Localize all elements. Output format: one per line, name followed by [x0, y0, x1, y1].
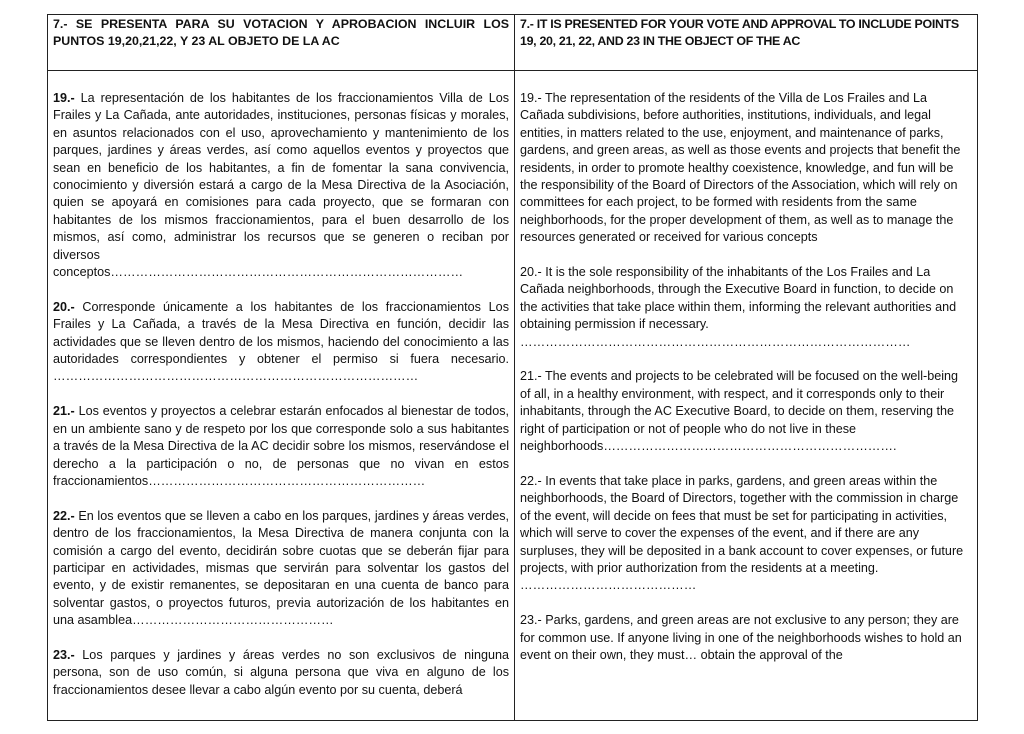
item-number: 23.- [53, 647, 75, 662]
header-spanish: 7.- SE PRESENTA PARA SU VOTACION Y APROBACION INCLUIR LOS PUNTOS 19,20,21,22, Y 23 AL OBJETO DE LA AC [48, 15, 515, 71]
header-row [48, 15, 978, 71]
body-row [48, 71, 978, 721]
item-text: La representación de los habitantes de los fraccionamientos Villa de Los Frailes y La Cañada, ante autoridades, instituciones, personas físicas y morales, en asuntos relacionados con el uso, aprovechamiento y mantenimiento de los parques, jardines y áreas verdes, así como aquellos eventos y proyectos que sean en beneficio de los habitantes, a fin de fomentar la sana convivencia, conocimiento y diversión estará a cargo de la Mesa Directiva de la Asociación, quien se apoyará en comisiones para cada proyecto, que se formaran con habitantes de los mismos fraccionamientos, para el buen desarrollo de los mismos, así como, administrar los recursos que se generen o reciban por diversos conceptos………………………………………………………………………… [53, 91, 509, 280]
spanish-column [48, 71, 515, 721]
english-item-22: 22.- In events that take place in parks, gardens, and green areas within the neighborhoods, the Board of Directors, together with the commission in charge of the event, will decide on fees that must be set for participating in activities, which will serve to cover the expenses of the event, and if there are any surpluses, they will be deposited in a bank account to cover expenses, or future projects, with prior authorization from the residents at a meeting. …………………………………… [520, 473, 964, 593]
item-number: 22.- [53, 508, 75, 523]
spanish-item-22 [53, 508, 509, 630]
english-item-20: 20.- It is the sole responsibility of the inhabitants of the Los Frailes and La Cañada neighborhoods, through the Executive Board in function, to decide on the activities that take place within them, informing the relevant authorities and obtaining permission if necessary. ………………………………………………………………………………… [520, 265, 957, 349]
english-item-23: 23.- Parks, gardens, and green areas are not exclusive to any person; they are for common use. If anyone living in one of the neighborhoods wishes to hold an event on their own, they must… obtain the approval of the [520, 613, 962, 662]
bilingual-table [47, 14, 978, 721]
spanish-item-23 [53, 647, 509, 699]
item-number: 20.- [53, 299, 75, 314]
item-text: Los parques y jardines y áreas verdes no son exclusivos de ninguna persona, son de uso común, si alguna persona que viva en alguno de los fraccionamientos desee llevar a cabo algún evento por su cuenta, deberá [53, 647, 509, 697]
english-item-21: 21.- The events and projects to be celebrated will be focused on the well-being of all, in a healthy environment, with respect, and it corresponds only to their inhabitants, through the AC Executive Board, to decide on them, reserving the right of participation or not of people who do not live in these neighborhoods……………………………………………………………. [520, 369, 959, 454]
item-number: 21.- [53, 404, 75, 419]
english-item-19: 19.- The representation of the residents of the Villa de Los Frailes and La Cañada subdivisions, before authorities, institutions, individuals, and legal entities, in matters related to the use, enjoyment, and maintenance of parks, gardens, and green areas, as well as those events and projects that benefit the residents, in order to promote healthy coexistence, knowledge, and fun will be the responsibility of the Board of Directors of the Association, which will rely on committees for each project, to be formed with residents from the same neighborhoods, for the proper development of them, as well as to manage the resources generated or received for various concepts [520, 91, 961, 245]
header-english: 7.- IT IS PRESENTED FOR YOUR VOTE AND APPROVAL TO INCLUDE POINTS 19, 20, 21, 22, AND 23 IN THE OBJECT OF THE AC [515, 15, 978, 71]
item-text: En los eventos que se lleven a cabo en los parques, jardines y áreas verdes, dentro de los fraccionamientos, la Mesa Directiva de manera conjunta con la comisión a cargo del evento, decidirán sobre cuotas que se deberán fijar para participar en actividades, mismas que servirán para solventar los gastos del evento, y de existir remanentes, se depositaran en una cuenta de banco para solventar gastos, o proyectos futuros, previa autorización de los habitantes en una asamblea………………………………………… [53, 508, 509, 628]
item-text: Corresponde únicamente a los habitantes de los fraccionamientos Los Frailes y La Cañada, a través de la Mesa Directiva en función, decidir las actividades que se lleven dentro de los mismos, haciendo del conocimiento a las autoridades correspondientes y obtener el permiso si fuera necesario. …………………………………………………………………………… [53, 299, 509, 384]
spanish-item-20 [53, 299, 509, 386]
spanish-item-19 [53, 90, 509, 281]
item-text: Los eventos y proyectos a celebrar estarán enfocados al bienestar de todos, en un ambiente sano y de respeto por los que corresponde solo a sus habitantes a través de la Mesa Directiva de la AC decidir sobre los mismos, reservándose el derecho a la participación o no, de personas que no vivan en estos fraccionamientos………………………………………………………… [53, 404, 509, 488]
item-number: 19.- [53, 91, 75, 105]
english-column [515, 71, 978, 721]
spanish-item-21 [53, 403, 509, 490]
